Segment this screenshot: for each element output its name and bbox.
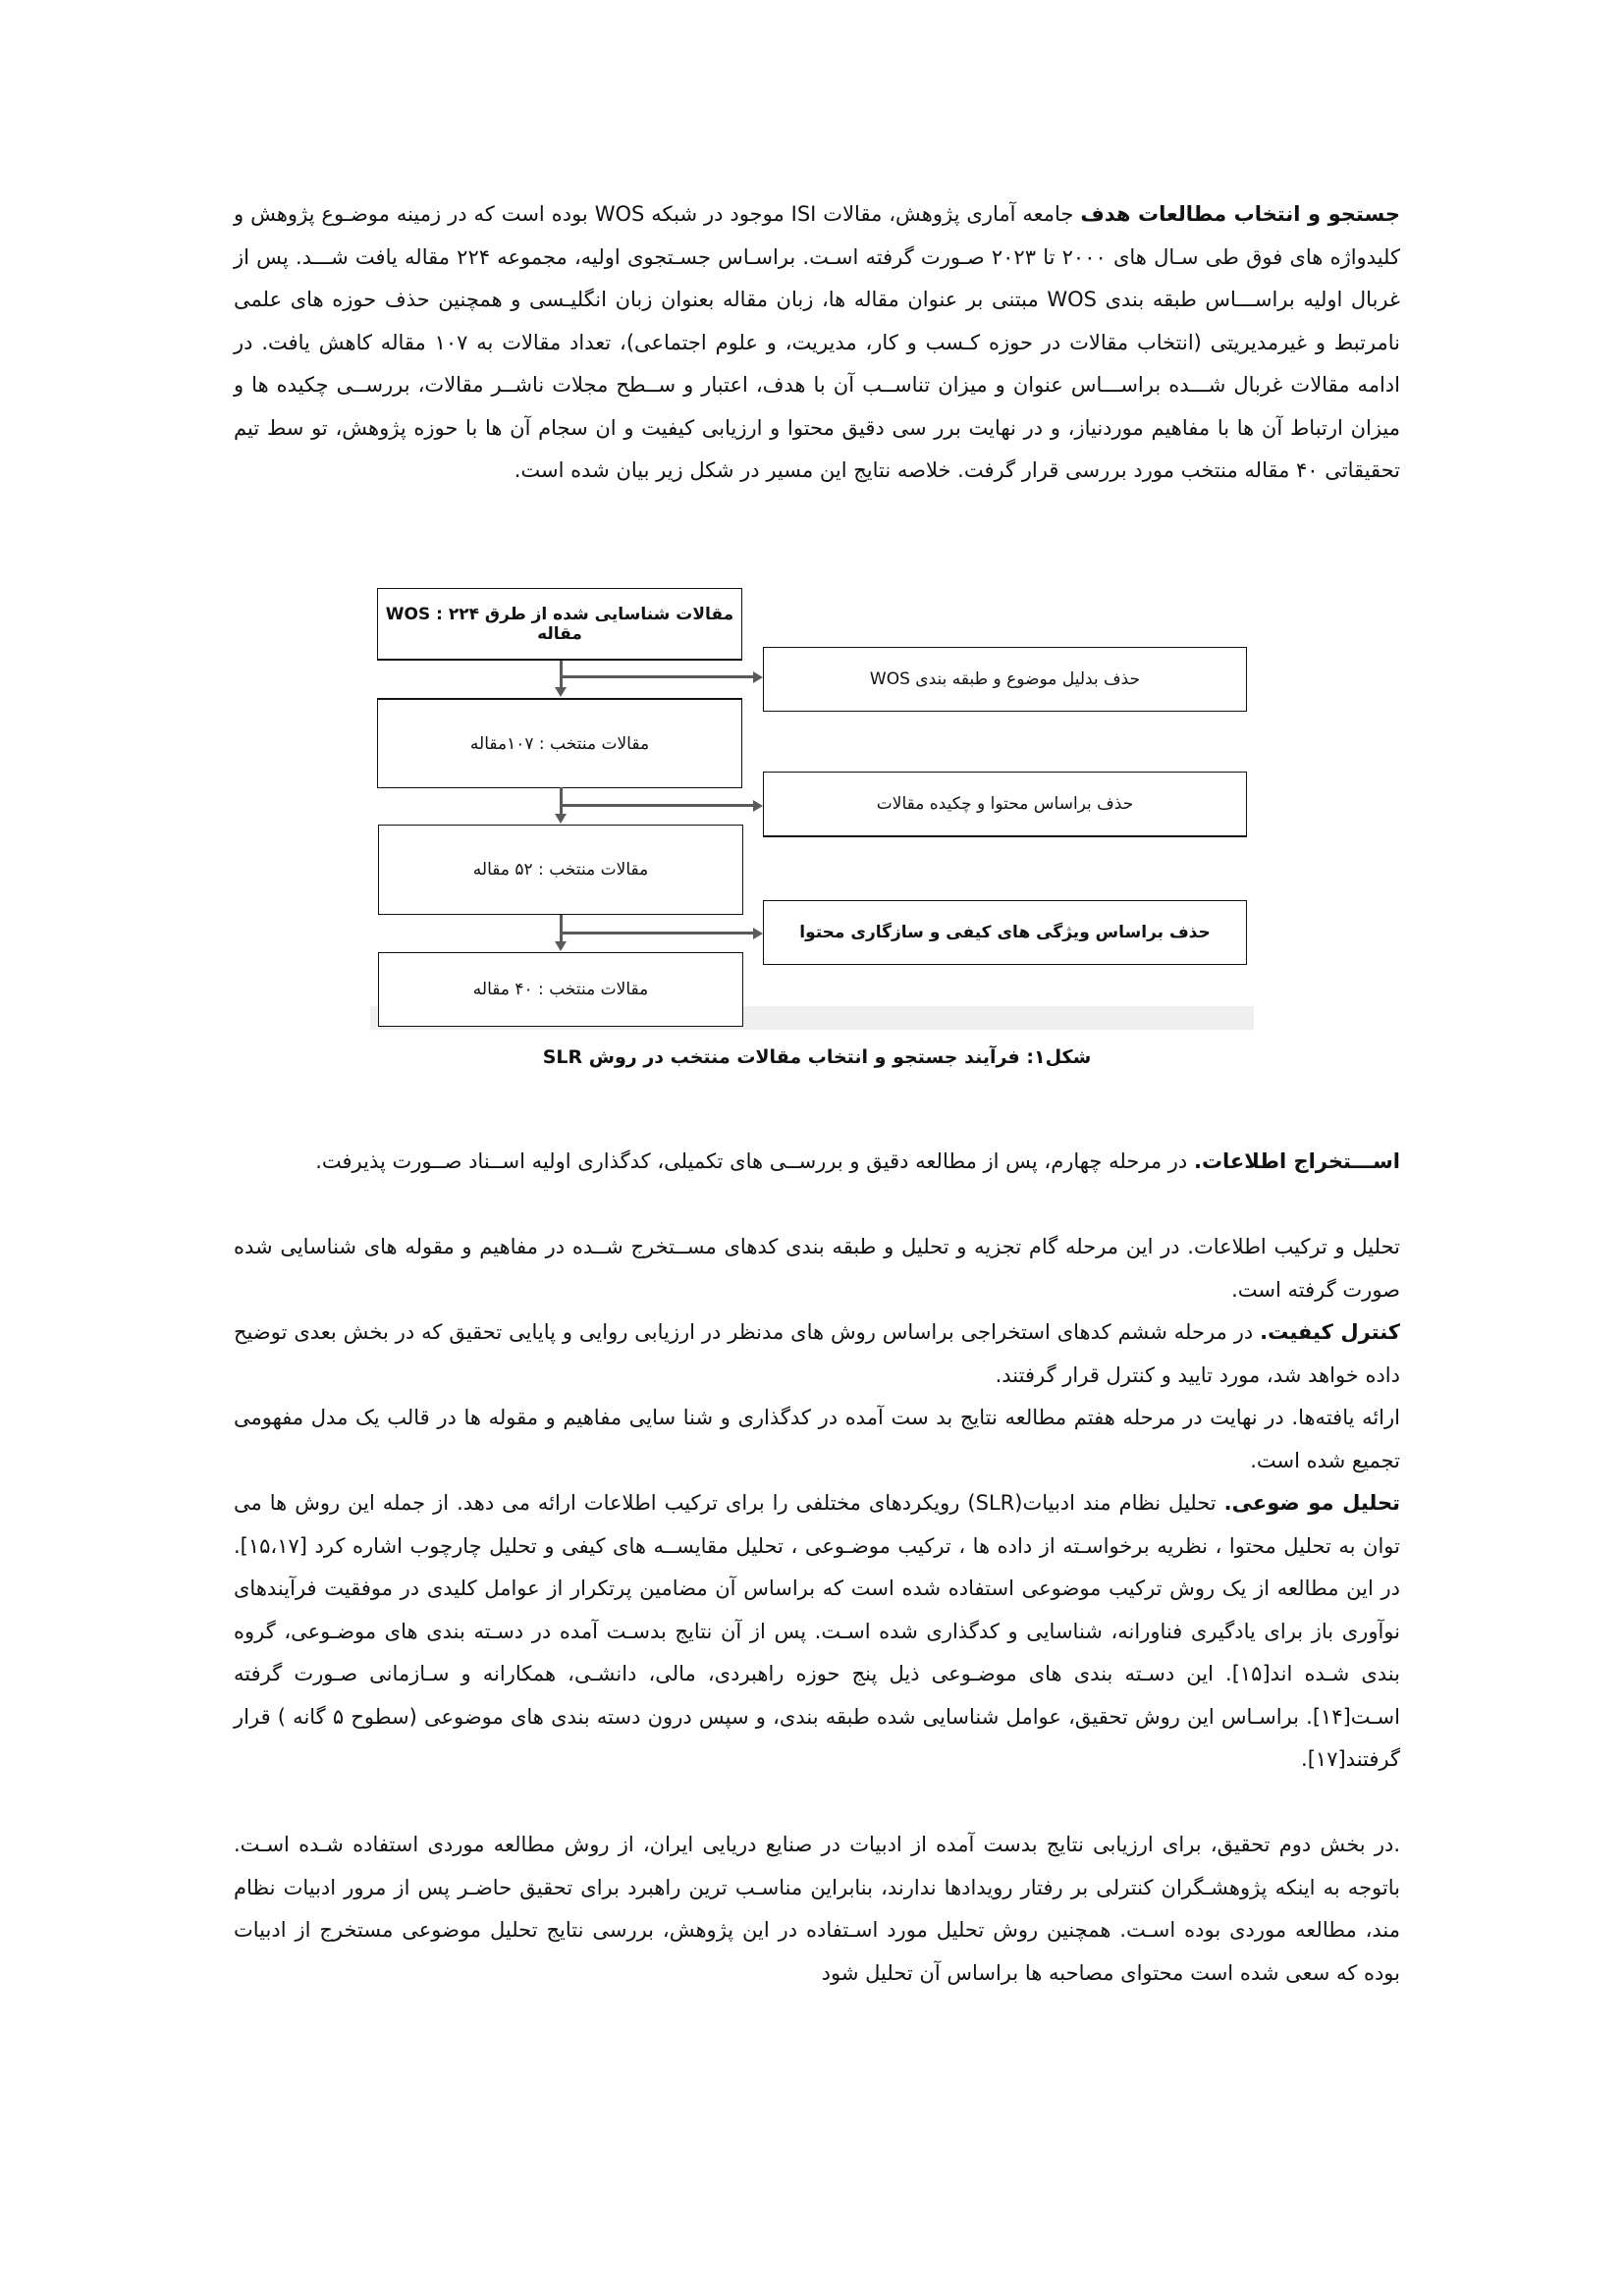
text-thematic-analysis: تحلیل نظام مند ادبیات(SLR) رویکردهای مختلفی را برای ترکیب اطلاعات ارائه می دهد. از جمله این روش ها می توان به تحلیل محتوا ، نظریه برخواسـته از داده ها ، ترکیب موضـوعی ، تحلیل مقایســه های کیفی و تحلیل چارچوب اشاره کرد [۱۵،۱۷]. در این مطالعه از یک روش ترکیب موضوعی استفاده شده است که براساس آن مضامین پرتکرار از عوامل کلیدی در موفقیت فرآیندهای نوآوری باز برای یادگیری فناورانه، شناسایی و کدگذاری شده اسـت. پس از آن نتایج بدسـت آمده در دسـته بندی های موضـوعی، گروه بندی شـده اند[۱۵]. این دسـته بندی های موضـوعی ذیل پنج حوزه راهبردی، مالی، دانشـی، همکارانه و سـازمانی صـورت گرفته اسـت[۱۴]. براسـاس این روش تحقیق، عوامل شناسایی شده طبقه بندی، و سپس درون دسته بندی های موضوعی (سطوح ۵ گانه ) قرار گرفتند[۱۷]. (234, 1491, 1400, 1771)
box-removed-topic-wos (763, 647, 1247, 712)
connector-vertical-1 (560, 661, 563, 687)
connector-horizontal-2 (560, 804, 753, 807)
arrow-right-icon (753, 928, 763, 939)
text-extraction: در مرحله چهارم، پس از مطالعه دقیق و بررســی های تکمیلی، کدگذاری اولیه اســناد صــورت پذیرفت. (315, 1149, 1194, 1173)
box-removed-content-abstract (763, 772, 1247, 837)
text-search-selection: جامعه آماری پژوهش، مقالات ISI موجود در شبکه WOS بوده است که در زمینه موضـوع پژوهش و کلیدواژه های فوق طی سـال های ۲۰۰۰ تا ۲۰۲۳ صـورت گرفته اسـت. براسـاس جسـتجوی اولیه، مجموعه ۲۲۴ مقاله یافت شـــد. پس از غربال اولیه براســـاس طبقه بندی WOS مبتنی بر عنوان مقاله ها، زبان مقاله بعنوان زبان انگلیـسی و همچنین حذف حوزه های علمی نامرتبط و غیرمدیریتی (انتخاب مقالات در حوزه کـسب و کار، مدیریت، و علوم اجتماعی)، تعداد مقالات به ۱۰۷ مقاله کاهش یافت. در ادامه مقالات غربال شـــده براســـاس عنوان و میزان تناســب آن با هدف، اعتبار و ســطح مجلات ناشــر مقالات، بررســی چکیده ها و میزان ارتباط آن ها با مفاهیم موردنیاز، و در نهایت برر سی دقیق محتوا و ارزیابی کیفیت و ان سجام آن ها با حوزه پژوهش، تو سط تیم تحقیقاتی ۴۰ مقاله منتخب مورد بررسی قرار گرفت. خلاصه نتایج این مسیر در شکل زیر بیان شده است. (234, 202, 1401, 482)
flowchart-figure (369, 585, 1263, 1037)
paragraph-search-selection (234, 193, 1400, 493)
box-removed-quality (763, 900, 1247, 965)
box-selected-52 (378, 825, 743, 915)
paragraph-thematic-analysis (234, 1482, 1400, 1782)
paragraph-synthesis: تحلیل و ترکیب اطلاعات. در این مرحله گام تجزیه و تحلیل و طبقه بندی کدهای مســتخرج شــده در مفاهیم و مقوله های شناسایی شده صورت گرفته است. (234, 1235, 1400, 1302)
box-selected-107-label: مقالات منتخب : ۱۰۷مقاله (469, 733, 650, 754)
box-selected-40 (378, 952, 743, 1027)
paragraph-case-study: .در بخش دوم تحقیق، برای ارزیابی نتایج بدست آمده از ادبیات در صنایع دریایی ایران، از روش مطالعه موردی استفاده شـده اسـت. باتوجه به اینکه پژوهشـگران کنترلی بر رفتار رویدادها ندارند، بنابراین مناسـب ترین راهبرد برای تحقیق حاضـر پس از مرور ادبیات نظام مند، مطالعه موردی بوده اسـت. همچنین روش تحلیل مورد اسـتفاده در این پژوهش، بررسی نتایج تحلیل موضوعی مستخرج از ادبیات بوده که سعی شده است محتوای مصاحبه ها براساس آن تحلیل شود (234, 1833, 1400, 1985)
heading-thematic-analysis: تحلیل مو ضوعی. (1223, 1491, 1400, 1515)
connector-horizontal-3 (560, 932, 753, 934)
arrow-down-icon (555, 687, 567, 697)
figure-caption: شکل۱: فرآیند جستجو و انتخاب مقالات منتخب در روش SLR (542, 1046, 1092, 1068)
arrow-down-icon (555, 814, 567, 824)
heading-quality-control: کنترل کیفیت. (1260, 1320, 1400, 1344)
paragraph-findings: ارائه یافته‌ها. در نهایت در مرحله هفتم مطالعه نتایج بد ست آمده در کدگذاری و شنا سایی مفاهیم و مقوله ها در قالب یک مدل مفهومی تجمیع شده است. (234, 1406, 1400, 1472)
box-removed-topic-wos-label: حذف بدلیل موضوع و طبقه بندی WOS (869, 669, 1141, 689)
box-selected-40-label: مقالات منتخب : ۴۰ مقاله (472, 980, 649, 999)
paragraph-quality-control (234, 1311, 1400, 1397)
box-removed-content-abstract-label: حذف براساس محتوا و چکیده مقالات (876, 794, 1134, 814)
heading-extraction: اســـتخراج اطلاعات. (1193, 1149, 1400, 1173)
connector-vertical-3 (560, 915, 563, 941)
box-identified-articles-label: مقالات شناسایی شده از طرق WOS : ۲۲۴ مقاله (385, 604, 734, 644)
connector-horizontal-1 (560, 675, 753, 678)
box-selected-52-label: مقالات منتخب : ۵۲ مقاله (472, 860, 649, 880)
paragraph-extraction (234, 1141, 1400, 1184)
arrow-right-icon (753, 800, 763, 812)
box-selected-107 (377, 698, 742, 788)
box-identified-articles (377, 588, 742, 661)
arrow-down-icon (555, 941, 567, 951)
box-removed-quality-label: حذف براساس ویژگی های کیفی و سازگاری محتوا (799, 923, 1211, 942)
connector-vertical-2 (560, 787, 563, 814)
arrow-right-icon (753, 671, 763, 683)
text-quality-control: در مرحله ششم کدهای استخراجی براساس روش های مدنظر در ارزیابی روایی و پایایی تحقیق که در بخش بعدی توضیح داده خواهد شد، مورد تایید و کنترل قرار گرفتند. (234, 1320, 1400, 1387)
heading-search-selection: جستجو و انتخاب مطالعات هدف (1080, 202, 1401, 226)
